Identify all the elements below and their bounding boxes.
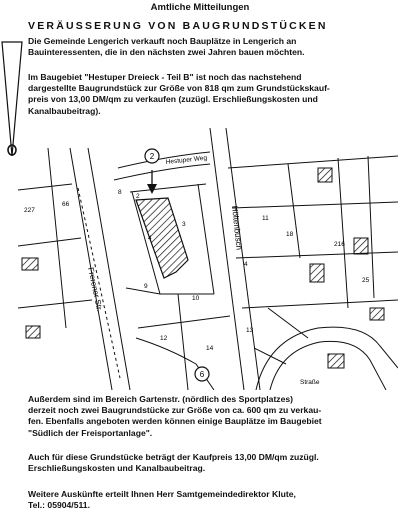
svg-text:25: 25 — [362, 277, 370, 284]
street-label-hestuper: Hestuper Weg — [165, 154, 208, 166]
article-title: VERÄUSSERUNG VON BAUGRUNDSTÜCKEN — [28, 20, 328, 32]
svg-text:2: 2 — [149, 152, 155, 161]
site-plan-map — [18, 128, 398, 390]
svg-text:14: 14 — [206, 345, 214, 352]
gartenstrasse-paragraph: Außerdem sind im Bereich Gartenstr. (nördlich des Sportplatzes) derzeit noch zwei Baugrundstücke zur Größe von ca. 600 qm zu verkau- fen. Ebenfalls angeboten werden können einige Bauplätze im Baugebiet "Südlich der Freisportanlage". — [28, 394, 322, 438]
svg-text:2: 2 — [136, 193, 140, 200]
svg-text:227: 227 — [24, 207, 35, 214]
svg-text:9: 9 — [144, 283, 148, 290]
svg-text:13: 13 — [246, 327, 254, 334]
svg-text:18: 18 — [286, 231, 294, 238]
svg-text:12: 12 — [160, 335, 168, 342]
contact-paragraph: Weitere Auskünfte erteilt Ihnen Herr Samtgemeindedirektor Klute, Tel.: 05904/511. — [28, 489, 296, 511]
price-paragraph: Auch für diese Grundstücke beträgt der Kaufpreis 13,00 DM/qm zuzügl. Erschließungskosten und Kanalbaubeitrag. — [28, 452, 319, 474]
svg-text:8: 8 — [118, 189, 122, 196]
svg-text:4: 4 — [244, 261, 248, 268]
svg-text:66: 66 — [62, 201, 70, 208]
street-label-hoeltenbusch: Höltenbusch — [230, 205, 244, 251]
svg-text:11: 11 — [262, 215, 269, 222]
street-label-frerener: Frerener Str. — [86, 266, 105, 313]
intro-paragraph: Die Gemeinde Lengerich verkauft noch Bauplätze in Lengerich an Bauinteressenten, die in den nächsten zwei Jahren bauen möchten. — [28, 36, 305, 58]
lot-offer-paragraph: Im Baugebiet "Hestuper Dreieck - Teil B" ist noch das nachstehend dargestellte Baugrundstück zur Größe von 818 qm zum Grundstückskauf- preis von 13,00 DM/qm zu verkaufen (zuzügl. Erschließungskosten und Kanalbaubeitrag). — [28, 72, 330, 116]
street-label-bottom: Straße — [300, 379, 320, 386]
section-header: Amtliche Mitteilungen — [150, 2, 250, 13]
svg-text:10: 10 — [192, 295, 200, 302]
svg-text:216: 216 — [334, 241, 345, 248]
svg-text:6: 6 — [199, 370, 205, 379]
svg-text:4: 4 — [148, 235, 152, 242]
svg-text:3: 3 — [182, 221, 186, 228]
